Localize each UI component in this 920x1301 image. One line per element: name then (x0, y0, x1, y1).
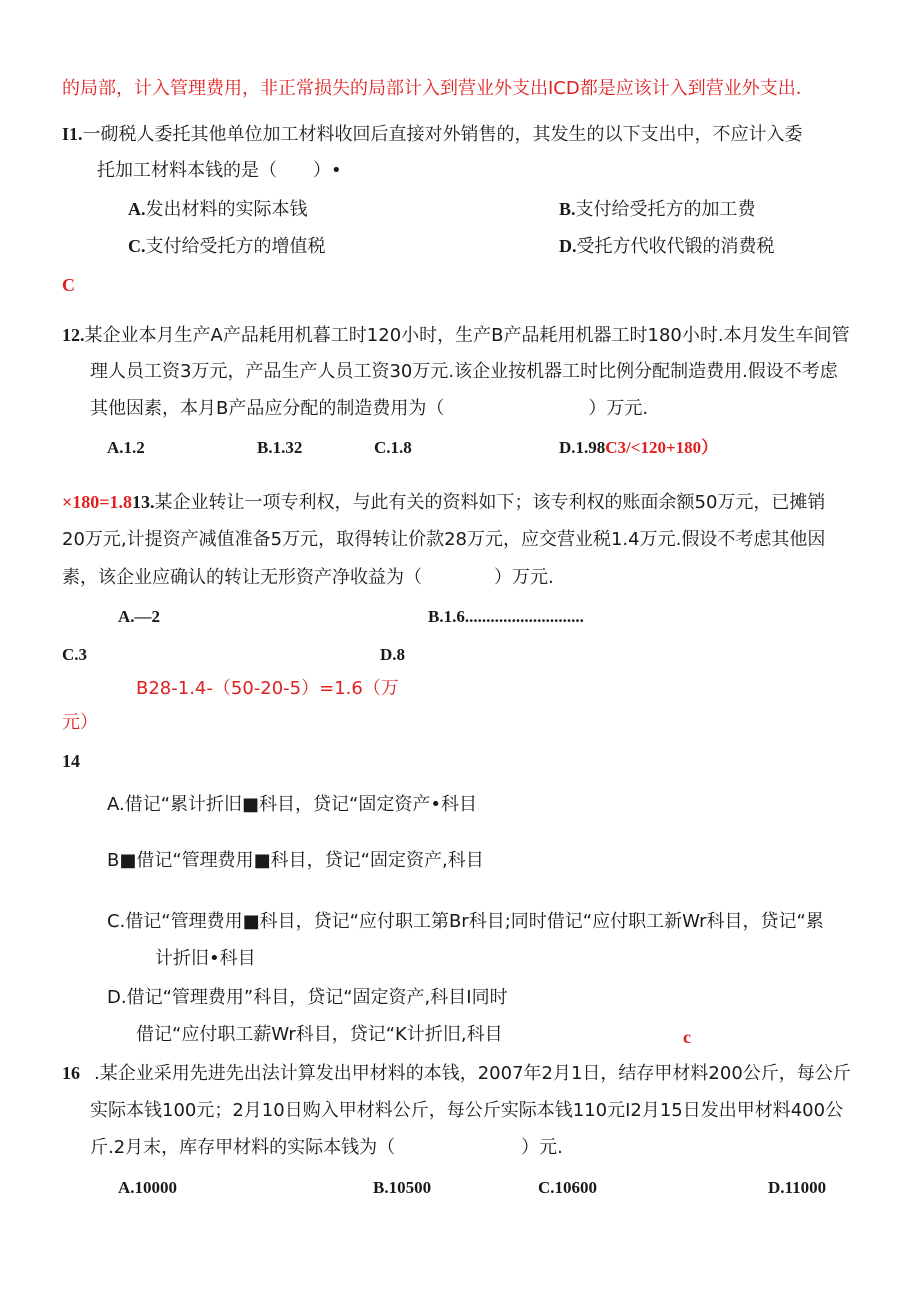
q12-answer-result: ×180=1.8 (62, 492, 133, 512)
option-text: 1.6............................ (443, 607, 584, 626)
option-text: 3 (78, 645, 88, 664)
q12-option-b (257, 435, 302, 461)
option-text: 10600 (554, 1178, 598, 1197)
q13-number: 13. (132, 492, 155, 512)
q14-answer: c (683, 1027, 691, 1047)
option-text: 支付给受托方的增值税 (145, 236, 326, 257)
option-text: 1.98 (575, 438, 606, 457)
q13-stem-line1 (62, 489, 825, 516)
option-key: D. (380, 645, 397, 664)
q16-option-a (118, 1175, 177, 1201)
q13-stem-line2: 20万元,计提资产减值准备5万元，取得转让价款28万元，应交营业税1.4万元.假设不考虑其他因 (62, 529, 826, 550)
q11-stem-text: 一砌税人委托其他单位加工材料收回后直接对外销售的，其发生的以下支出中，不应计入委 (82, 124, 803, 145)
option-key: C. (374, 438, 391, 457)
option-key: B. (428, 607, 444, 626)
option-key: C. (538, 1178, 555, 1197)
q16-option-b (373, 1175, 431, 1201)
q12-number: 12. (62, 325, 85, 345)
q14-option-d-line1: D.借记“管理费用”科目，贷记“固定资产,科目I同时 (107, 987, 508, 1008)
q14-number: 14 (62, 751, 80, 771)
option-text: 1.32 (272, 438, 303, 457)
q12-option-d (559, 435, 718, 461)
q12-stem-text: 某企业本月生产A产品耗用机暮工时120小时，生产B产品耗用机器工时180小时.本月发生车间管 (84, 325, 850, 346)
q11-answer: C (62, 275, 75, 295)
option-key: A. (118, 1178, 135, 1197)
q11-option-a (128, 196, 308, 223)
q11-stem-line2: 托加工材料本钱的是（ ）• (97, 160, 342, 181)
option-text: 8 (396, 645, 406, 664)
option-key: A. (107, 438, 124, 457)
q16-option-c (538, 1175, 597, 1201)
q14-option-c-line1: C.借记“管理费用■科目，贷记“应付职工第Br科目;同时借记“应付职工新Wr科目，贷记“累 (107, 911, 824, 932)
q10-answer-explanation: 的局部，计入管理费用，非正常损失的局部计入到营业外支出ICD都是应该计入到营业外支出. (62, 78, 802, 99)
option-text: 1.8 (390, 438, 412, 457)
q14-option-a: A.借记“累计折旧■科目，贷记“固定资产•科目 (107, 794, 477, 815)
option-text: 受托方代收代锻的消费税 (576, 236, 775, 257)
q13-option-a (118, 604, 160, 630)
option-key: A. (128, 199, 146, 219)
q12-stem-line2: 理人员工资3万元，产品生产人员工资30万元.该企业按机器工时比例分配制造费用.假设不考虑 (90, 361, 838, 382)
q13-stem-text: 某企业转让一项专利权，与此有关的资料如下；该专利权的账面余额50万元，已摊销 (154, 492, 826, 513)
option-key: B. (559, 199, 576, 219)
q16-stem-line3: 斤.2月末，库存甲材料的实际本钱为（ ）元. (90, 1137, 563, 1158)
q13-answer-line1: B28-1.4-（50-20-5）=1.6（万 (136, 678, 399, 699)
option-key: A. (118, 607, 135, 626)
q14-option-b: B■借记“管理费用■科目，贷记“固定资产,科目 (107, 850, 484, 871)
option-text: 10000 (134, 1178, 178, 1197)
q12-stem-line3: 其他因素，本月B产品应分配的制造费用为（ ）万元. (90, 398, 649, 419)
option-text: 1.2 (123, 438, 145, 457)
q11-stem-line1 (62, 121, 803, 148)
option-key: D. (559, 438, 576, 457)
q12-option-a (107, 435, 145, 461)
q12-option-c (374, 435, 412, 461)
option-text: 11000 (784, 1178, 827, 1197)
q13-option-d (380, 642, 405, 668)
q14-option-d-line2: 借记“应付职工薪Wr科目，贷记“K计折旧,科目 (136, 1024, 503, 1045)
q13-stem-line3: 素，该企业应确认的转让无形资产净收益为（ ）万元. (62, 567, 554, 588)
q16-stem-text: .某企业采用先进先出法计算发出甲材料的本钱，2007年2月1日，结存甲材料200公斤，每公斤 (94, 1063, 851, 1084)
q11-option-b (559, 196, 756, 223)
q16-option-d (768, 1175, 826, 1201)
q13-option-c (62, 642, 87, 668)
q13-answer-line2: 元） (62, 712, 98, 733)
q12-stem-line1 (62, 322, 850, 349)
option-text: 发出材料的实际本钱 (145, 199, 308, 220)
option-key: B. (257, 438, 273, 457)
q12-answer-formula: C3/<120+180） (605, 438, 719, 457)
q16-stem-line1 (62, 1060, 851, 1087)
q16-stem-line2: 实际本钱100元；2月10日购入甲材料公斤，每公斤实际本钱110元I2月15日发出甲材料400公 (90, 1100, 844, 1121)
option-text: 10500 (388, 1178, 432, 1197)
q11-number: I1. (62, 124, 83, 144)
q11-option-d (559, 233, 775, 260)
q13-option-b (428, 604, 584, 630)
q14-option-c-line2: 计折旧•科目 (155, 948, 256, 969)
option-text: 支付给受托方的加工费 (575, 199, 756, 220)
q11-option-c (128, 233, 326, 260)
option-key: D. (768, 1178, 785, 1197)
option-key: C. (62, 645, 79, 664)
option-key: D. (559, 236, 577, 256)
q16-number: 16 (62, 1063, 80, 1083)
option-key: B. (373, 1178, 389, 1197)
option-key: C. (128, 236, 146, 256)
option-text: —2 (134, 607, 161, 626)
